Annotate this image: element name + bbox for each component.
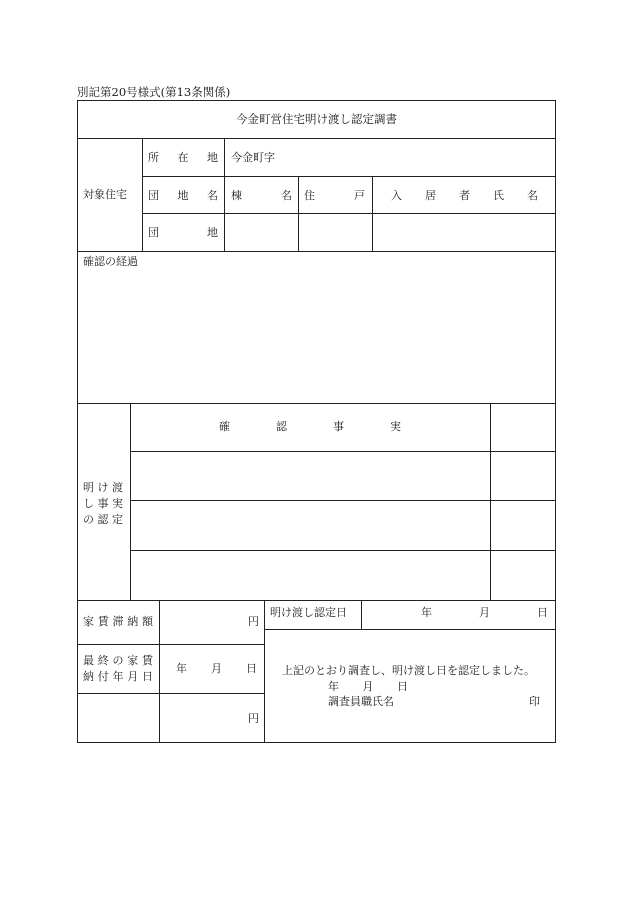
resident-name-label: 入 居 者 氏 名: [391, 189, 538, 202]
unit-label: 住 戸: [304, 189, 365, 202]
vacancy-date-parts: 年 月 日: [421, 606, 548, 619]
location-value: 今金町字: [231, 151, 275, 164]
confirmed-facts-header: 確 認 事 実: [219, 420, 401, 433]
last-payment-date-parts: 年 月 日: [176, 662, 257, 675]
rent-arrears-unit: 円: [248, 615, 259, 628]
seal-mark: 印: [529, 695, 540, 708]
location-label: 所 在 地: [148, 151, 218, 164]
rent-arrears-label: 家 賃 滞 納 額: [83, 615, 153, 628]
vacancy-recognition-label: 明 け 渡 し 事 実 の 認 定: [83, 481, 123, 526]
building-name-label: 棟 名: [231, 189, 292, 202]
confirmation-history-label: 確認の経過: [83, 255, 138, 268]
investigator-name-label: 調査員職氏名: [328, 695, 394, 708]
vacancy-date-label: 明け渡し認定日: [270, 606, 347, 619]
statement-date-parts: 年 月 日: [328, 680, 408, 693]
form-number-label: 別記第20号様式(第13条関係): [77, 85, 231, 99]
complex-name-label: 団 地 名: [148, 189, 218, 202]
target-housing-label: 対象住宅: [83, 188, 127, 201]
bottom-amount-unit: 円: [248, 712, 259, 725]
complex-label: 団 地: [148, 226, 218, 239]
recognition-statement: 上記のとおり調査し、明け渡し日を認定しました。: [282, 664, 535, 677]
document-title: 今金町営住宅明け渡し認定調書: [236, 112, 397, 126]
last-payment-date-label: 最 終 の 家 賃 納 付 年 月 日: [83, 654, 153, 683]
